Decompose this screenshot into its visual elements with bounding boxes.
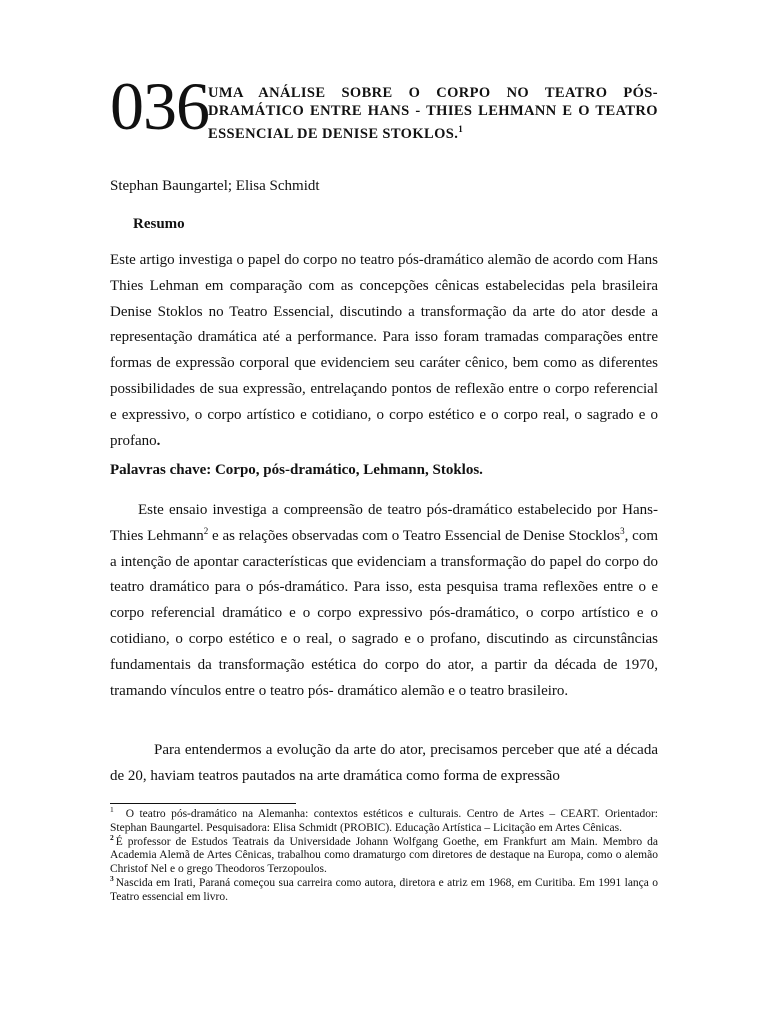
- abstract-end-mark: .: [156, 432, 161, 449]
- footnote-divider: [110, 803, 296, 804]
- footnote-2-text: É professor de Estudos Teatrais da Universidade Johann Wolfgang Goethe, em Frankfurt am Main. Membro da Academia Alemã de Artes Cênicas, trabalhou como dramaturgo com diretores de destaque na Europa, como o alemão Christof Nel e o grego Theodoros Terzopoulos.: [110, 835, 658, 876]
- footnote-3-mark: 3: [110, 874, 114, 884]
- paragraph-1-part-1: Este ensaio investiga a compreensão de teatro pós-dramático estabelecido por Hans-Thies Lehmann: [110, 502, 658, 544]
- footnote-1: [110, 805, 658, 836]
- footnote-ref-2[interactable]: 2: [203, 525, 209, 536]
- keywords: Palavras chave: Corpo, pós-dramático, Lehmann, Stoklos.: [110, 462, 483, 478]
- paragraph-1-part-2: e as relações observadas com o Teatro Essencial de Denise Stocklos: [208, 527, 621, 544]
- article-header: [110, 68, 658, 144]
- footnotes: [110, 805, 658, 905]
- article-title-text: UMA ANÁLISE SOBRE O CORPO NO TEATRO PÓS-DRAMÁTICO ENTRE HANS - THIES LEHMANN E O TEATRO ESSENCIAL DE DENISE STOKLOS.: [208, 85, 658, 142]
- article-number: 036: [110, 68, 209, 144]
- abstract-heading: Resumo: [133, 216, 185, 232]
- footnote-ref-3[interactable]: 3: [620, 525, 625, 536]
- authors: Stephan Baungartel; Elisa Schmidt: [110, 178, 320, 194]
- body-paragraph-1: [110, 498, 658, 704]
- abstract-text: [110, 248, 658, 454]
- title-footnote-mark[interactable]: 1: [458, 124, 464, 134]
- footnote-3: [110, 874, 658, 905]
- footnote-2-mark: 2: [110, 832, 114, 842]
- article-title: [208, 84, 658, 143]
- paragraph-1-part-3: , com a intenção de apontar características que evidenciam a transformação do papel do corpo do teatro dramático para o pós-dramático. Para isso, esta pesquisa trama reflexões entre o e corpo referencial dramático e o corpo expressivo pós-dramático, o corpo artístico e o cotidiano, o corpo estético e o real, o sagrado e o profano, discutindo as circunstâncias fundamentais da transformação estética do corpo do ator, a partir da década de 1970, tramando vínculos entre o teatro pós- dramático alemão e o teatro brasileiro.: [110, 527, 659, 699]
- body-paragraph-2: Para entendermos a evolução da arte do ator, precisamos perceber que até a década de 20, haviam teatros pautados na arte dramática como forma de expressão: [110, 742, 658, 784]
- abstract-body: Este artigo investiga o papel do corpo no teatro pós-dramático alemão de acordo com Hans Thies Lehman em comparação com as concepções cênicas estabelecidas pela brasileira Denise Stoklos no Teatro Essencial, discutindo a transformação da arte do ator desde a representação dramática até a performance. Para isso foram tramadas comparações entre formas de expressão corporal que evidenciem seu caráter cênico, bem como as diferentes possibilidades de sua expressão, entrelaçando pontos de reflexão entre o corpo referencial e expressivo, o corpo artístico e cotidiano, o corpo estético e o corpo real, o sagrado e o profano: [110, 252, 658, 449]
- footnote-2: [110, 832, 658, 877]
- footnote-1-text: O teatro pós-dramático na Alemanha: contextos estéticos e culturais. Centro de Artes – CEART. Orientador: Stephan Baungartel. Pesquisadora: Elisa Schmidt (PROBIC). Educação Artística – Licitação em Artes Cênicas.: [110, 808, 658, 834]
- footnote-1-mark: 1: [110, 805, 114, 815]
- footnote-3-text: Nascida em Irati, Paraná começou sua carreira como autora, diretora e atriz em 1968, em Curitiba. Em 1991 lança o Teatro essencial em livro.: [110, 876, 658, 903]
